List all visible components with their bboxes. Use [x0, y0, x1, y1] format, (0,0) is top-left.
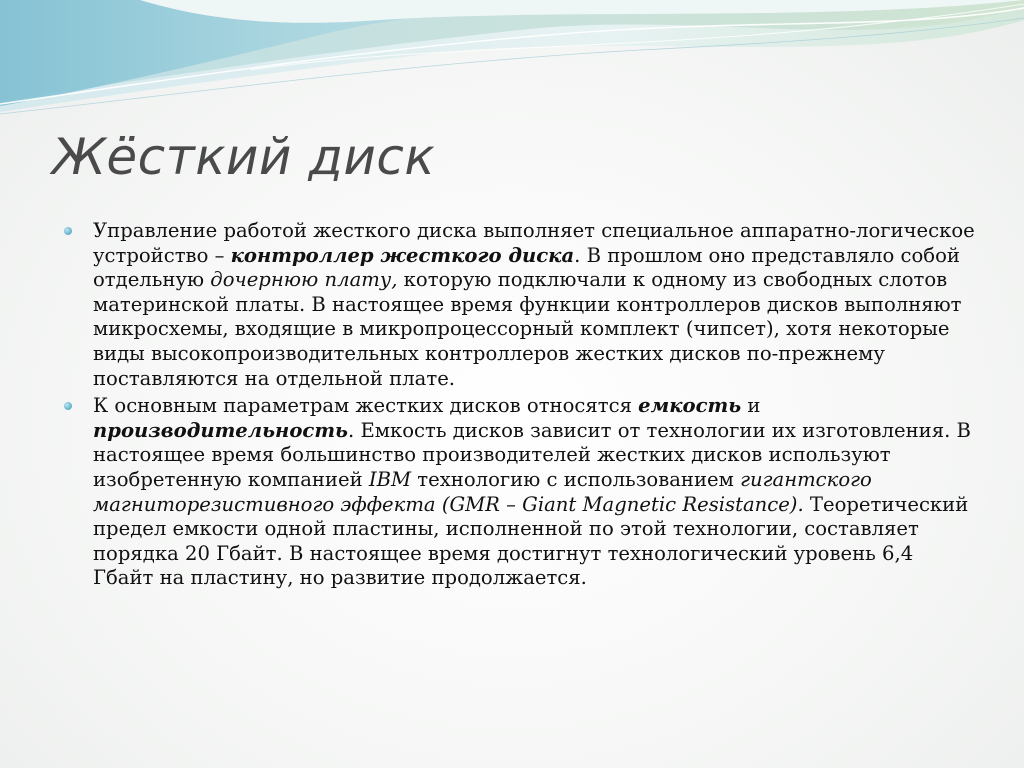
text-run: Теоретический предел емкости одной пластины, исполненной по этой технологии, составляет порядка 20 Гбайт. В настоящее время достигнут технологический уровень 6,4 Гбайт на пластину, но развитие продолжается.: [93, 492, 969, 590]
bullet-item: [62, 394, 977, 591]
emphasis-term: емкость: [638, 394, 742, 418]
decorative-wave: [0, 0, 1024, 130]
bullet-text: [93, 219, 975, 390]
bullet-list: [62, 219, 977, 594]
text-run: . В прошлом оно представляло собой отдельную: [93, 243, 960, 292]
bullet-text: [93, 394, 971, 589]
slide-title: Жёсткий диск: [52, 128, 436, 186]
italic-term: дочернюю плату,: [210, 268, 398, 292]
text-run: К основным параметрам жестких дисков относятся: [93, 394, 639, 418]
text-run: которую подключали к одному из свободных слотов материнской платы. В настоящее время функции контроллеров дисков выполняют микросхемы, входящие в микропроцессорный комплект (чипсет), хотя некоторые виды высокопроизводительных контроллеров жестких дисков по-прежнему поставляются на отдельной плате.: [93, 268, 962, 390]
text-run: Управление работой жесткого диска выполняет специальное аппаратно-логическое устройство –: [93, 219, 975, 267]
italic-term: гигантского магниторезистивного эффекта (GMR – Giant Magnetic Resistance).: [93, 467, 872, 516]
bullet-dot-icon: [64, 227, 72, 235]
bullet-dot-icon: [64, 402, 72, 410]
bullet-item: [62, 219, 977, 391]
text-run: технологию с использованием: [411, 467, 741, 491]
emphasis-term: производительность: [93, 418, 348, 442]
text-run: и: [741, 394, 761, 418]
text-run: . Емкость дисков зависит от технологии их изготовления. В настоящее время большинство производителей жестких дисков используют изобретенную компанией: [93, 418, 971, 491]
emphasis-term: контроллер жесткого диска: [230, 243, 575, 267]
italic-term: IBM: [368, 467, 412, 491]
